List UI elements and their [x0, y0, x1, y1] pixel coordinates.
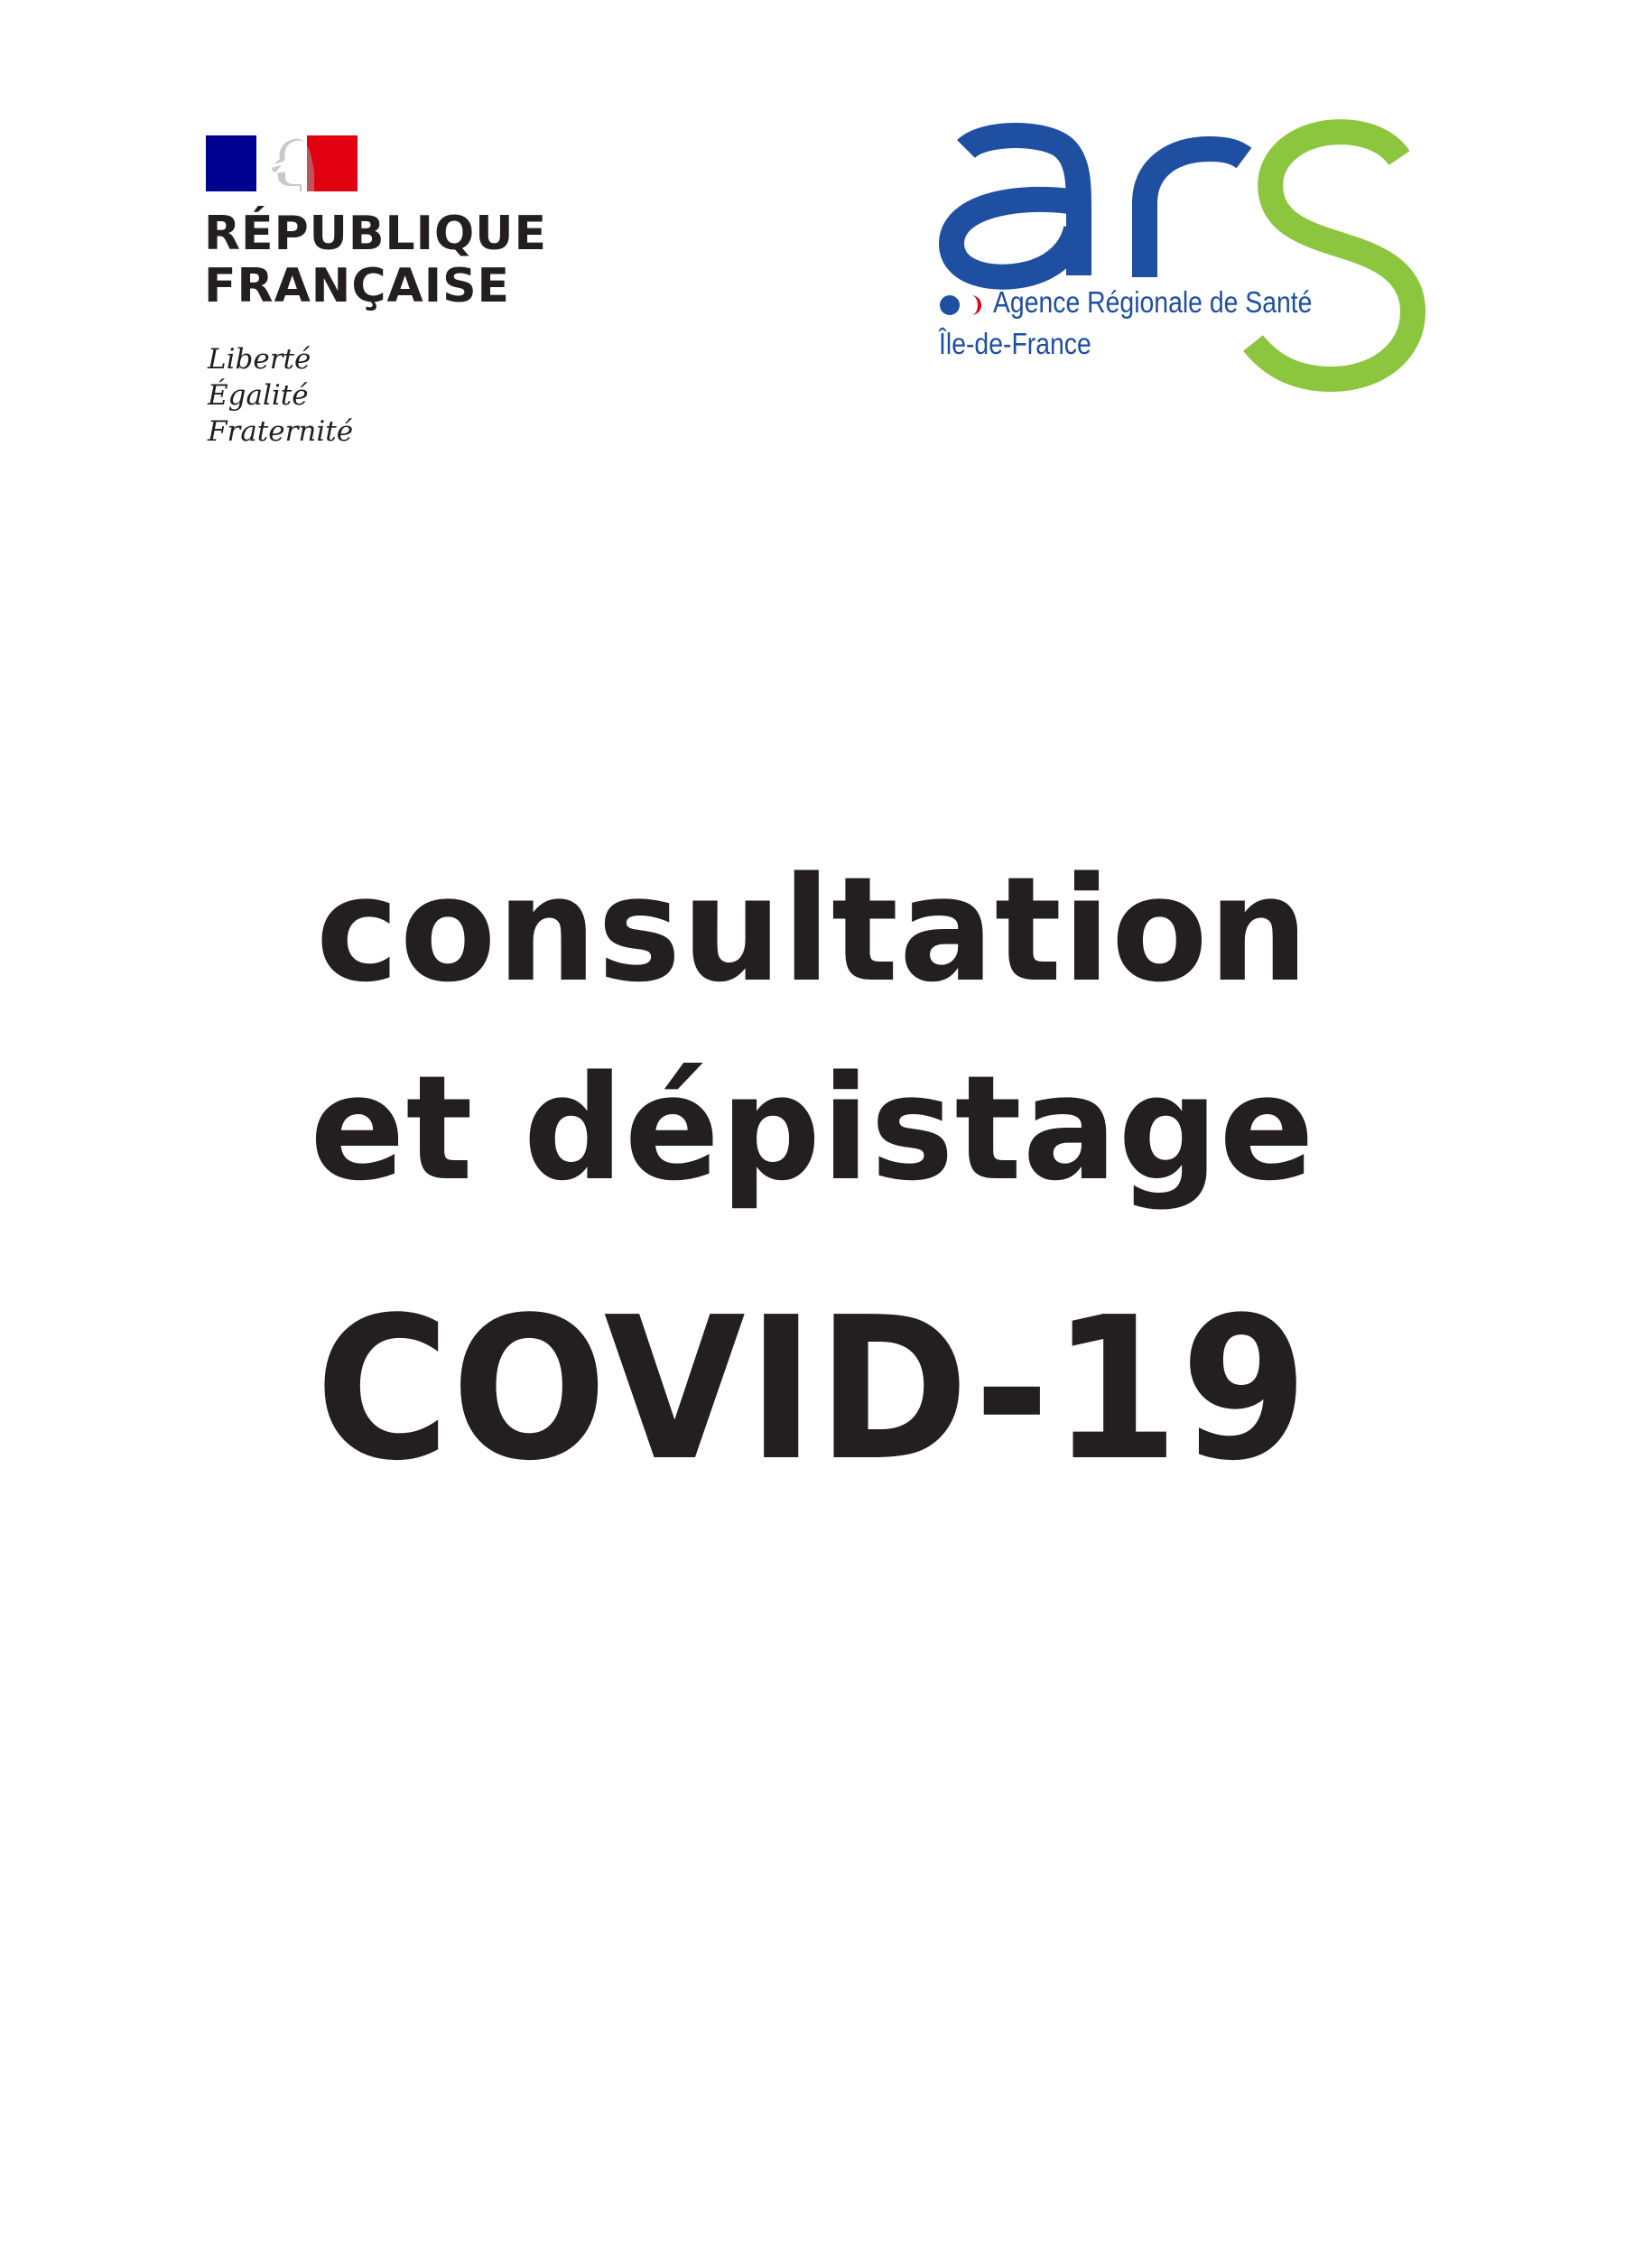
headline-consultation: consultation — [315, 845, 1310, 1014]
motto-egalite: Égalité — [208, 379, 309, 412]
republique-francaise-logo — [206, 135, 585, 460]
republique-label: RÉPUBLIQUE — [204, 207, 547, 261]
ars-logo — [930, 122, 1435, 429]
ars-region-name: Île-de-France — [939, 327, 1091, 360]
headline-depistage: et dépistage — [310, 1044, 1315, 1213]
ars-wordmark-icon — [930, 122, 1435, 420]
motto-liberte: Liberté — [208, 343, 311, 376]
republique-motto — [208, 341, 353, 450]
republique-francaise-name — [204, 208, 547, 312]
ars-agency-name: Agence Régionale de Santé — [993, 285, 1313, 319]
headline-covid: COVID-19 — [315, 1276, 1310, 1504]
francaise-label: FRANÇAISE — [204, 259, 511, 313]
motto-fraternite: Fraternité — [208, 415, 354, 448]
ars-dots-icon — [939, 293, 989, 317]
marianne-flag-icon — [206, 135, 358, 191]
